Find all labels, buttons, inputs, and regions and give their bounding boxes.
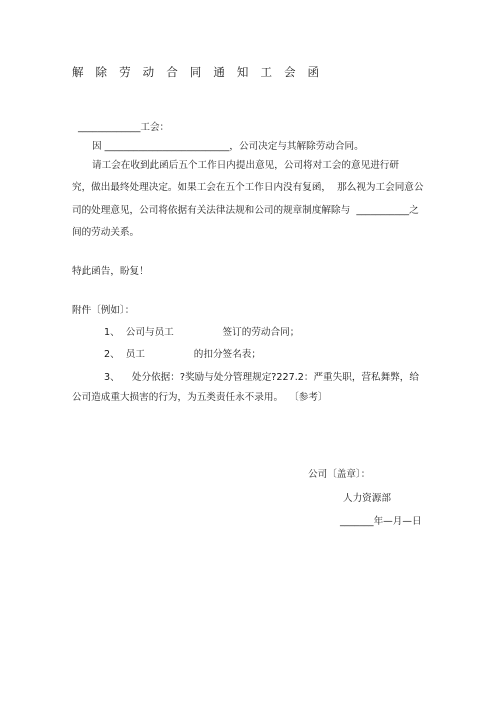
paragraph-line: 司的处理意见，公司将依据有关法律法规和公司的规章制度解除与 ___________之 xyxy=(72,205,419,216)
paragraph-line: 究，做出最终处理决定。如果工会在五个工作日内没有复函， 那么视为工会同意公 xyxy=(72,182,424,193)
paragraph-line: 间的劳动关系。 xyxy=(72,227,140,238)
attachment-item: 1、 公司与员工 签订的劳动合同； xyxy=(104,327,300,338)
attachment-item: 2、 员工 的扣分签名表； xyxy=(104,349,261,360)
signature-company: 公司〔盖章〕： xyxy=(308,469,371,480)
attachment-item-continued: 公司造成重大损害的行为，为五类责任永不录用。 〔参考〕 xyxy=(72,392,328,403)
signature-date: _______年—月—日 xyxy=(340,516,422,527)
paragraph-reason: 因 __________________________，公司决定与其解除劳动合同。 xyxy=(92,141,364,152)
attachments-header: 附件〔例如〕： xyxy=(72,305,135,316)
attachment-item: 3、 处分依据：?奖励与处分管理规定?227.2：严重失职，营私舞弊，给 xyxy=(104,372,419,383)
salutation: _____________工会： xyxy=(78,122,170,133)
document-title: 解 除 劳 动 合 同 通 知 工 会 函 xyxy=(72,65,324,79)
closing-text: 特此函告，盼复！ xyxy=(72,266,149,277)
signature-department: 人力资源部 xyxy=(343,493,391,504)
paragraph-line: 请工会在收到此函后五个工作日内提出意见，公司将对工会的意见进行研 xyxy=(92,160,399,171)
